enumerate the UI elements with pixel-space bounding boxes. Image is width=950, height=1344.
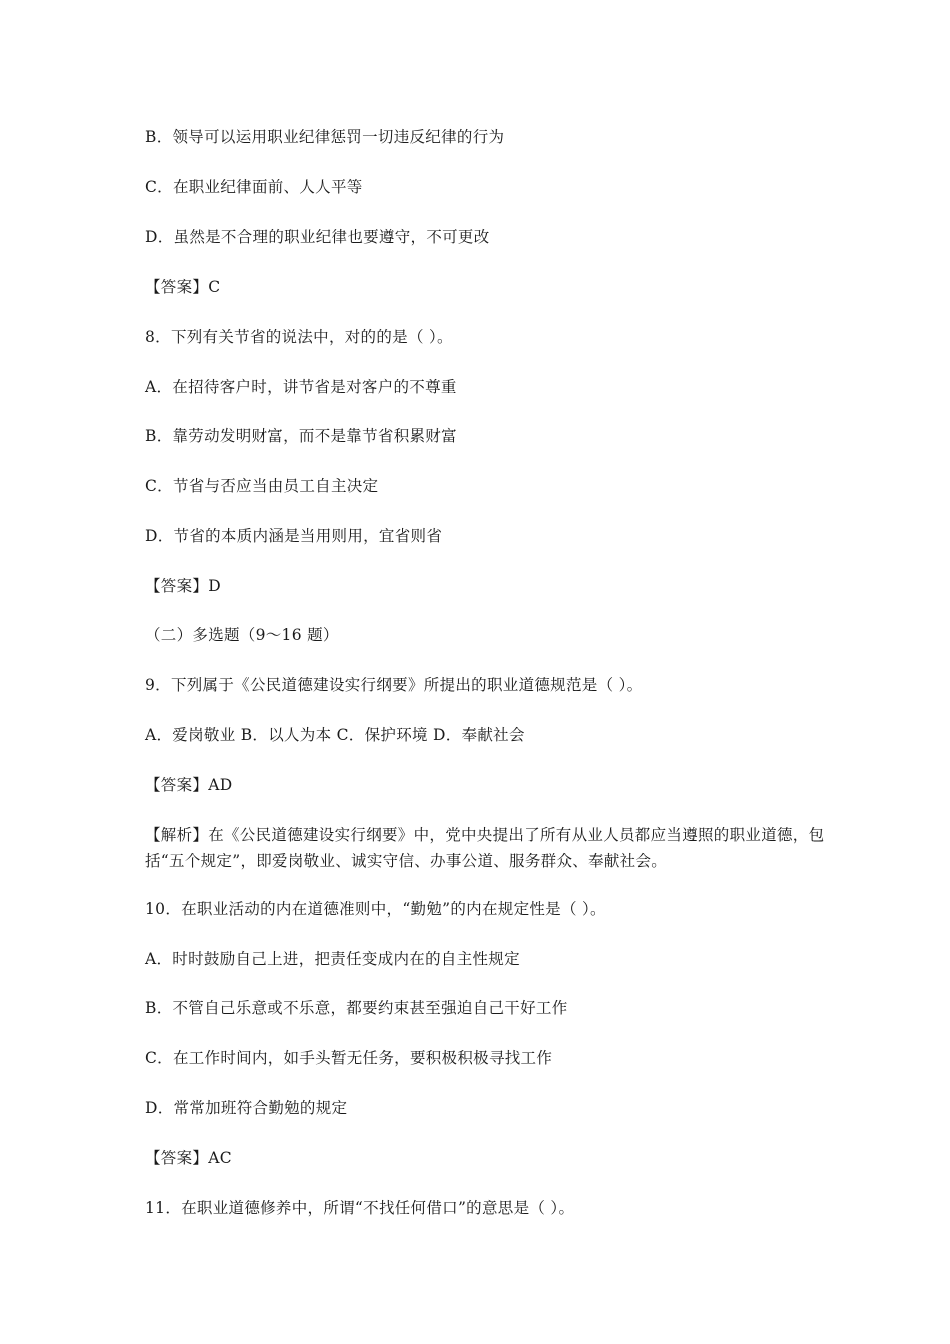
q8-option-a: A．在招待客户时，讲节省是对客户的不尊重 xyxy=(145,378,457,396)
q11-question: 11．在职业道德修养中，所谓“不找任何借口”的意思是（ ）。 xyxy=(145,1199,575,1217)
q10-question: 10．在职业活动的内在道德准则中，“勤勉”的内在规定性是（ ）。 xyxy=(145,900,606,918)
q9-question: 9．下列属于《公民道德建设实行纲要》所提出的职业道德规范是（ ）。 xyxy=(145,676,643,694)
q8-option-b: B．靠劳动发明财富，而不是靠节省积累财富 xyxy=(145,427,457,445)
q9-answer: 【答案】AD xyxy=(145,776,233,794)
q8-option-d: D．节省的本质内涵是当用则用，宜省则省 xyxy=(145,527,443,545)
q7-option-d: D．虽然是不合理的职业纪律也要遵守，不可更改 xyxy=(145,228,490,246)
q10-option-a: A．时时鼓励自己上进，把责任变成内在的自主性规定 xyxy=(145,950,520,968)
q7-answer: 【答案】C xyxy=(145,278,221,296)
q10-option-d: D．常常加班符合勤勉的规定 xyxy=(145,1099,348,1117)
q7-option-b: B．领导可以运用职业纪律惩罚一切违反纪律的行为 xyxy=(145,128,505,146)
q10-answer: 【答案】AC xyxy=(145,1149,232,1167)
q9-options: A．爱岗敬业 B．以人为本 C．保护环境 D．奉献社会 xyxy=(145,726,525,744)
q8-question: 8．下列有关节省的说法中，对的的是（ ）。 xyxy=(145,328,453,346)
q8-answer: 【答案】D xyxy=(145,577,221,595)
q10-option-b: B．不管自己乐意或不乐意，都要约束甚至强迫自己干好工作 xyxy=(145,999,568,1017)
q9-analysis: 【解析】在《公民道德建设实行纲要》中，党中央提出了所有从业人员都应当遵照的职业道德，包括“五个规定”，即爱岗敬业、诚实守信、办事公道、服务群众、奉献社会。 xyxy=(145,826,825,870)
section-title: （二）多选题（9～16 题） xyxy=(145,626,339,644)
q10-option-c: C．在工作时间内，如手头暂无任务，要积极积极寻找工作 xyxy=(145,1049,553,1067)
q7-option-c: C．在职业纪律面前、人人平等 xyxy=(145,178,363,196)
q8-option-c: C．节省与否应当由员工自主决定 xyxy=(145,477,379,495)
